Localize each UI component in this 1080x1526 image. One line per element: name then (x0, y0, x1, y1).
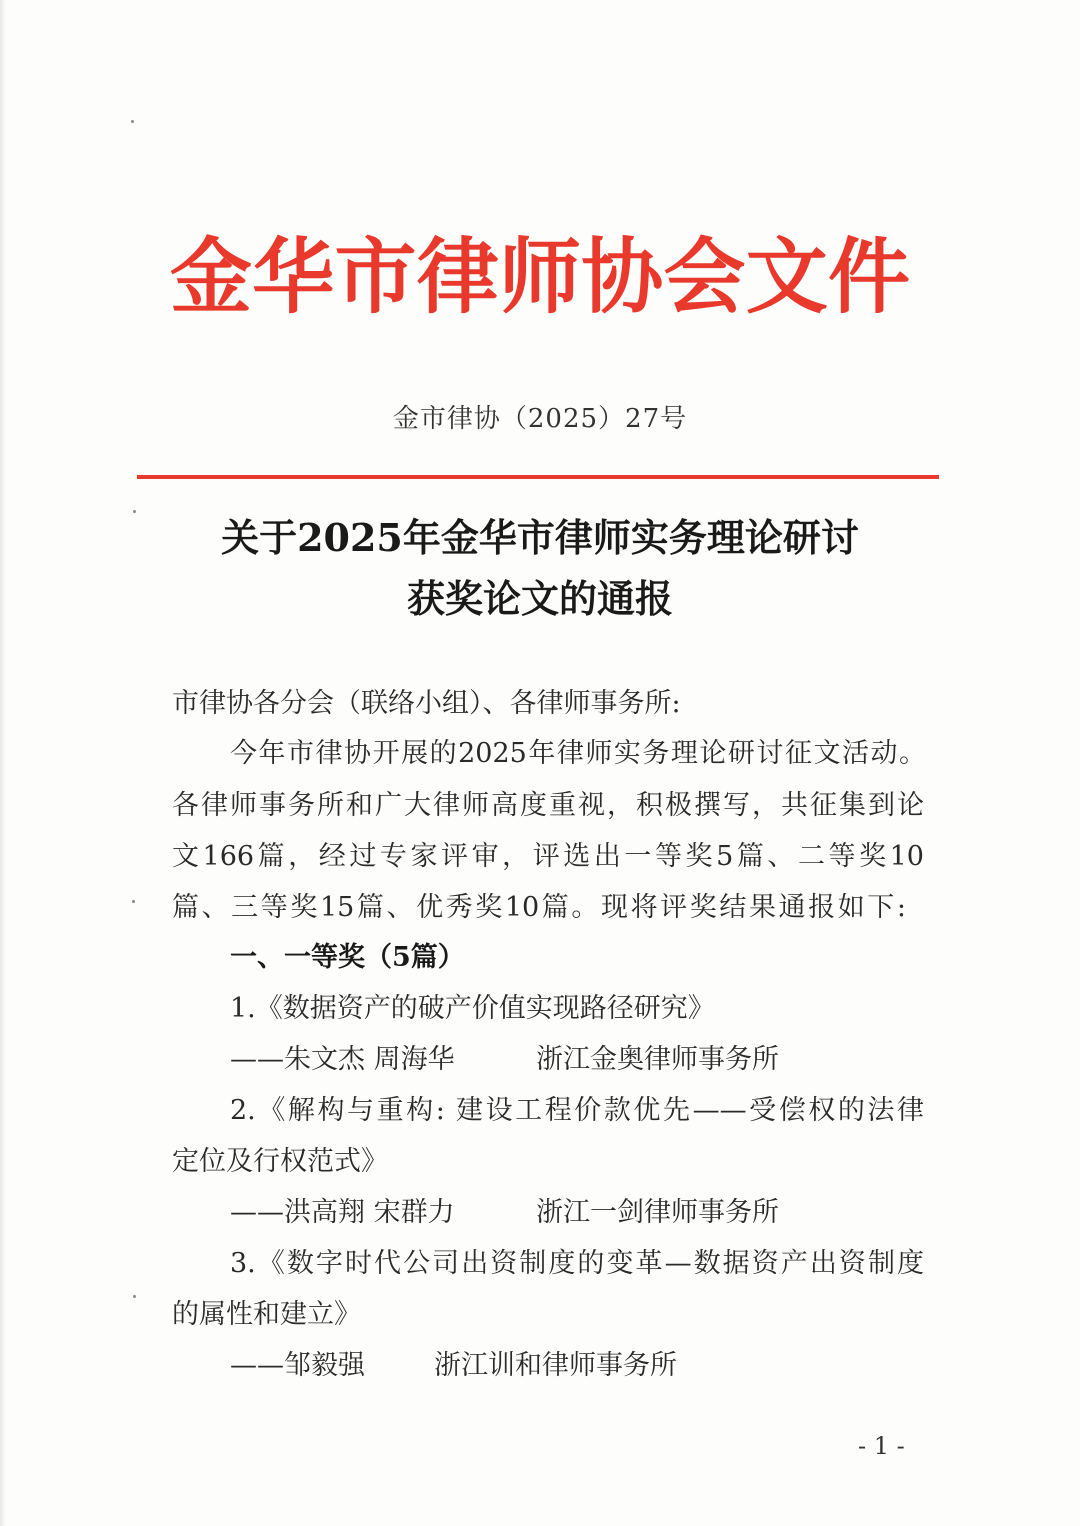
document-number: 金市律协（2025）27号 (392, 404, 688, 434)
award-3-title-line-2: 的属性和建立》 (172, 1299, 361, 1330)
award-1-title: 1.《数据资产的破产价值实现路径研究》 (230, 993, 715, 1024)
section-heading-first-prize: 一、一等奖（5篇） (230, 942, 465, 973)
award-2-title-line-2: 定位及行权范式》 (172, 1146, 388, 1177)
award-1-authors: ——朱文杰 周海华 (230, 1044, 455, 1075)
award-2-firm: 浙江一剑律师事务所 (536, 1197, 779, 1228)
award-1-firm: 浙江金奥律师事务所 (536, 1044, 779, 1075)
scan-edge (0, 0, 6, 1526)
award-3-title-line-1: 3.《数字时代公司出资制度的变革—数据资产出资制度 (230, 1248, 924, 1279)
scan-speck (132, 900, 135, 903)
scan-speck (133, 510, 136, 513)
notice-title-line-1: 关于2025年金华市律师实务理论研讨 (221, 515, 859, 560)
scan-speck (131, 120, 134, 123)
intro-line-3: 文166篇，经过专家评审，评选出一等奖5篇、二等奖10 (172, 841, 924, 872)
org-header-title: 金华市律师协会文件 (170, 229, 910, 325)
notice-title-line-2: 获奖论文的通报 (406, 576, 673, 621)
page-number: - 1 - (858, 1432, 905, 1460)
intro-line-2: 各律师事务所和广大律师高度重视，积极撰写，共征集到论 (172, 790, 924, 821)
red-divider-line (137, 475, 939, 479)
award-2-authors: ——洪高翔 宋群力 (230, 1197, 455, 1228)
award-3-authors: ——邹毅强 (230, 1350, 365, 1381)
intro-line-4: 篇、三等奖15篇、优秀奖10篇。现将评奖结果通报如下: (172, 892, 906, 923)
award-2-title-line-1: 2.《解构与重构: 建设工程价款优先——受偿权的法律 (230, 1095, 924, 1126)
salutation: 市律协各分会（联络小组）、各律师事务所: (172, 688, 681, 719)
intro-line-1: 今年市律协开展的2025年律师实务理论研讨征文活动。 (230, 738, 926, 769)
scan-speck (133, 1295, 136, 1298)
award-3-firm: 浙江训和律师事务所 (434, 1350, 677, 1381)
